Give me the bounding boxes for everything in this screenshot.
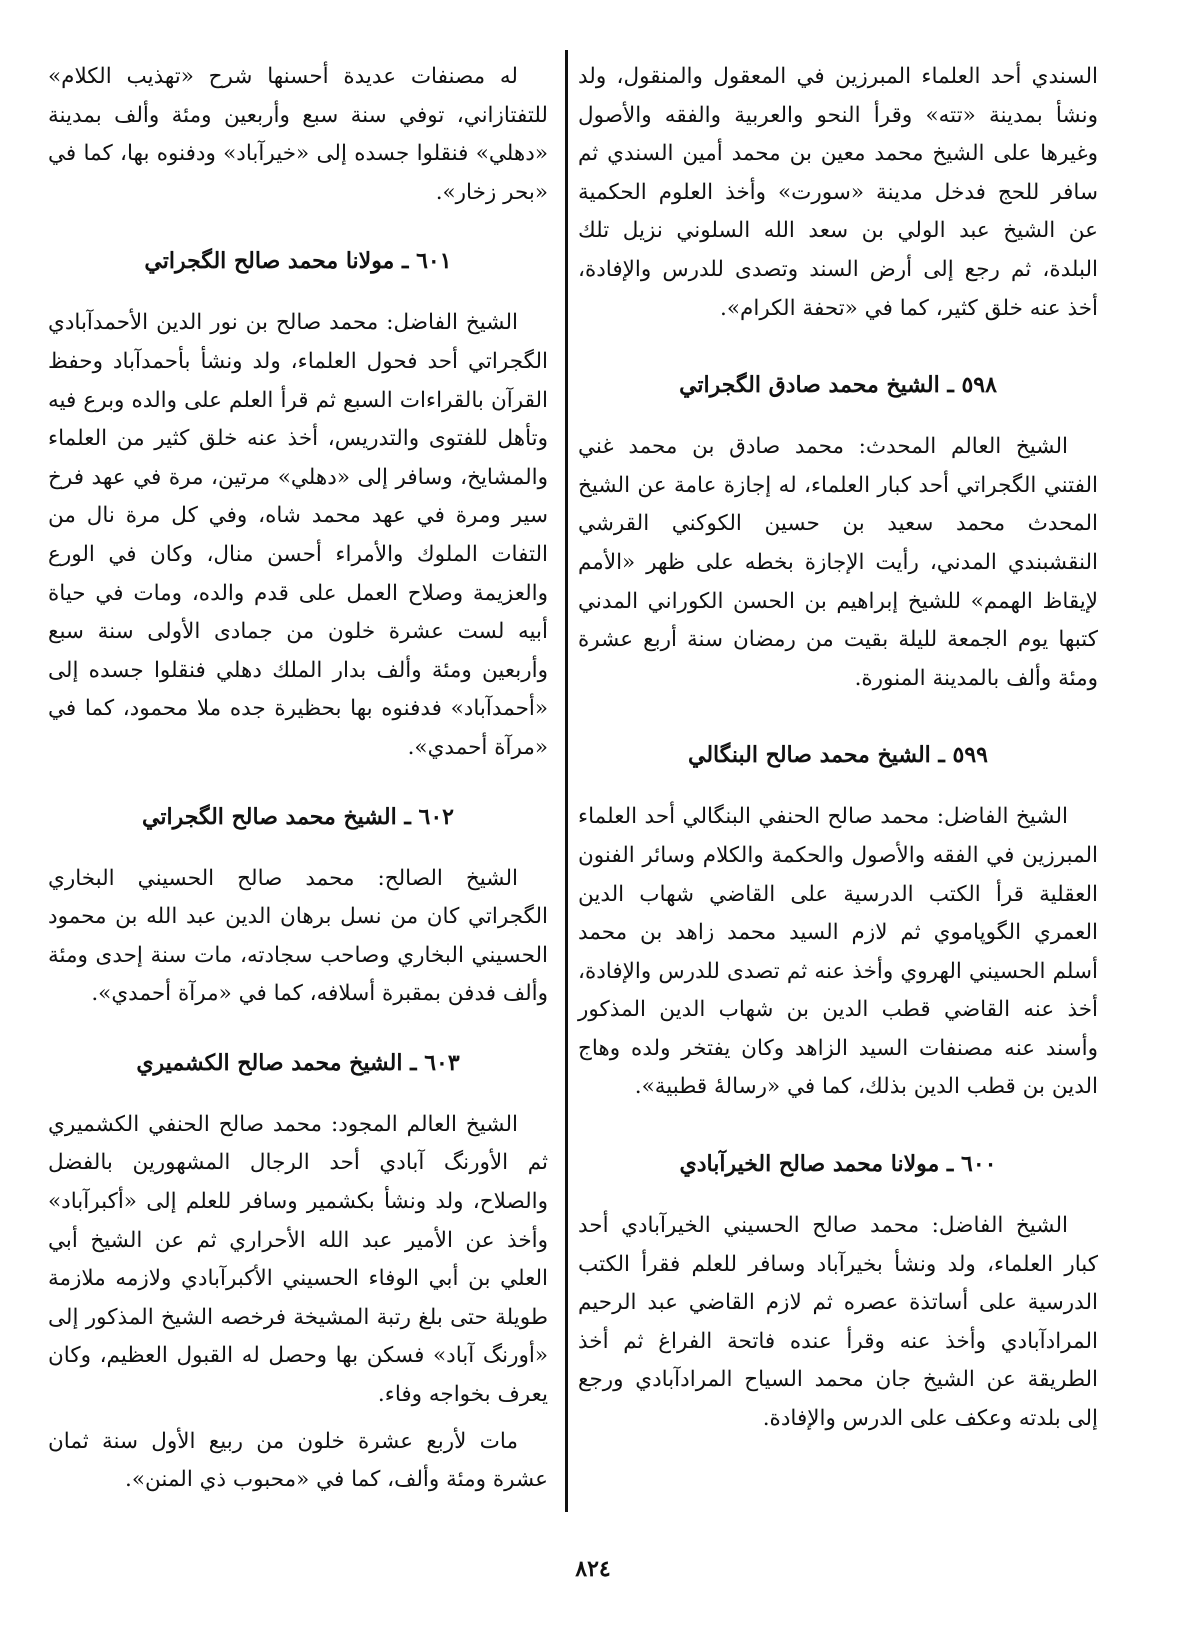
entry-603-death-note: مات لأربع عشرة خلون من ربيع الأول سنة ثمان عشرة ومئة وألف، كما في «محبوب ذي المنن». [48,1428,548,1493]
left-column [48,58,548,1500]
page-number: ٨٢٤ [575,1556,611,1582]
continued-paragraph: السندي أحد العلماء المبرزين في المعقول والمنقول، ولد ونشأ بمدينة «تته» وقرأ النحو والعربية والفقه والأصول وغيرها على الشيخ محمد معين بن محمد أمين السندي ثم سافر للحج فدخل مدينة «سورت» وأخذ العلوم الحكمية عن الشيخ عبد الولي بن سعد الله السلوني نزيل تلك البلدة، ثم رجع إلى أرض السند وتصدى للدرس والإفادة، أخذ عنه خلق كثير، كما في «تحفة الكرام». [578,64,1098,321]
entry-601-text: الشيخ الفاضل: محمد صالح بن نور الدين الأحمدآبادي الگجراتي أحد فحول العلماء، ولد ونشأ بأحمدآباد وحفظ القرآن بالقراءات السبع ثم قرأ العلم على والده وبرع فيه وتأهل للفتوى والتدريس، أخذ عنه خلق كثير من العلماء والمشايخ، وسافر إلى «دهلي» مرتين، مرة في عهد فرخ سير ومرة في عهد محمد شاه، وفي كل مرة نال من التفات الملوك والأمراء أحسن منال، وكان في الورع والعزيمة وصلاح العمل على قدم والده، ومات في حياة أبيه لست عشرة خلون من جمادى الأولى سنة سبع وأربعين ومئة وألف بدار الملك دهلي فنقلوا جسده إلى «أحمدآباد» فدفنوه بها بحظيرة جده ملا محمود، كما في «مرآة أحمدي». [48,310,548,760]
right-column [578,58,1098,1439]
column-divider [565,50,568,1512]
entry-heading-601: ٦٠١ ـ مولانا محمد صالح الگجراتي [144,248,452,275]
entry-heading-598: ٥٩٨ ـ الشيخ محمد صادق الگجراتي [679,372,997,399]
entry-598-text: الشيخ العالم المحدث: محمد صادق بن محمد غني الفتني الگجراتي أحد كبار العلماء، له إجازة عامة عن الشيخ المحدث محمد سعيد بن حسين الكوكني القرشي النقشبندي المدني، رأيت الإجازة بخطه على ظهر «الأمم لإيقاظ الهمم» للشيخ إبراهيم بن الحسن الكوراني المدني كتبها يوم الجمعة لليلة بقيت من رمضان سنة أربع عشرة ومئة وألف بالمدينة المنورة. [578,434,1098,691]
entry-heading-603: ٦٠٣ ـ الشيخ محمد صالح الكشميري [136,1049,460,1076]
entry-heading-602: ٦٠٢ ـ الشيخ محمد صالح الگجراتي [142,803,454,830]
entry-602-text: الشيخ الصالح: محمد صالح الحسيني البخاري الگجراتي كان من نسل برهان الدين عبد الله بن محمود الحسيني البخاري وصاحب سجادته، مات سنة إحدى ومئة وألف فدفن بمقبرة أسلافه، كما في «مرآة أحمدي». [48,865,548,1007]
entry-600-text: الشيخ الفاضل: محمد صالح الحسيني الخيرآبادي أحد كبار العلماء، ولد ونشأ بخيرآباد وسافر للعلم فقرأ الكتب الدرسية على أساتذة عصره ثم لازم القاضي عبد الرحيم المرادآبادي وأخذ عنه وقرأ عنده فاتحة الفراغ ثم أخذ الطريقة عن الشيخ جان محمد السياح المرادآبادي ورجع إلى بلدته وعكف على الدرس والإفادة. [578,1213,1098,1432]
entry-heading-599: ٥٩٩ ـ الشيخ محمد صالح البنگالي [687,742,988,769]
entry-603-text: الشيخ العالم المجود: محمد صالح الحنفي الكشميري ثم الأورنگ آبادي أحد الرجال المشهورين بالفضل والصلاح، ولد ونشأ بكشمير وسافر للعلم إلى «أكبرآباد» وأخذ عن الأمير عبد الله الأحراري ثم عن الشيخ أبي العلي بن أبي الوفاء الحسيني الأكبرآبادي ولازمه ملازمة طويلة حتى بلغ رتبة المشيخة فرخصه الشيخ المذكور إلى «أورنگ آباد» فسكن بها وحصل له القبول العظيم، وكان يعرف بخواجه وفاء. [48,1111,548,1408]
entry-heading-600: ٦٠٠ ـ مولانا محمد صالح الخيرآبادي [679,1151,997,1178]
entry-599-text: الشيخ الفاضل: محمد صالح الحنفي البنگالي أحد العلماء المبرزين في الفقه والأصول والحكمة والكلام وسائر الفنون العقلية قرأ الكتب الدرسية على القاضي شهاب الدين العمري الگوپاموي ثم لازم السيد محمد زاهد بن محمد أسلم الحسيني الهروي وأخذ عنه ثم تصدى للدرس والإفادة، أخذ عنه القاضي قطب الدين بن شهاب الدين المذكور وأسند عنه مصنفات السيد الزاهد وكان يفتخر ولده وهاج الدين بن قطب الدين بذلك، كما في «رسالهٔ قطبية». [578,804,1098,1100]
continued-paragraph-left: له مصنفات عديدة أحسنها شرح «تهذيب الكلام» للتفتازاني، توفي سنة سبع وأربعين ومئة وألف بمدينة «دهلي» فنقلوا جسده إلى «خيرآباد» ودفنوه بها، كما في «بحر زخار». [48,64,548,205]
